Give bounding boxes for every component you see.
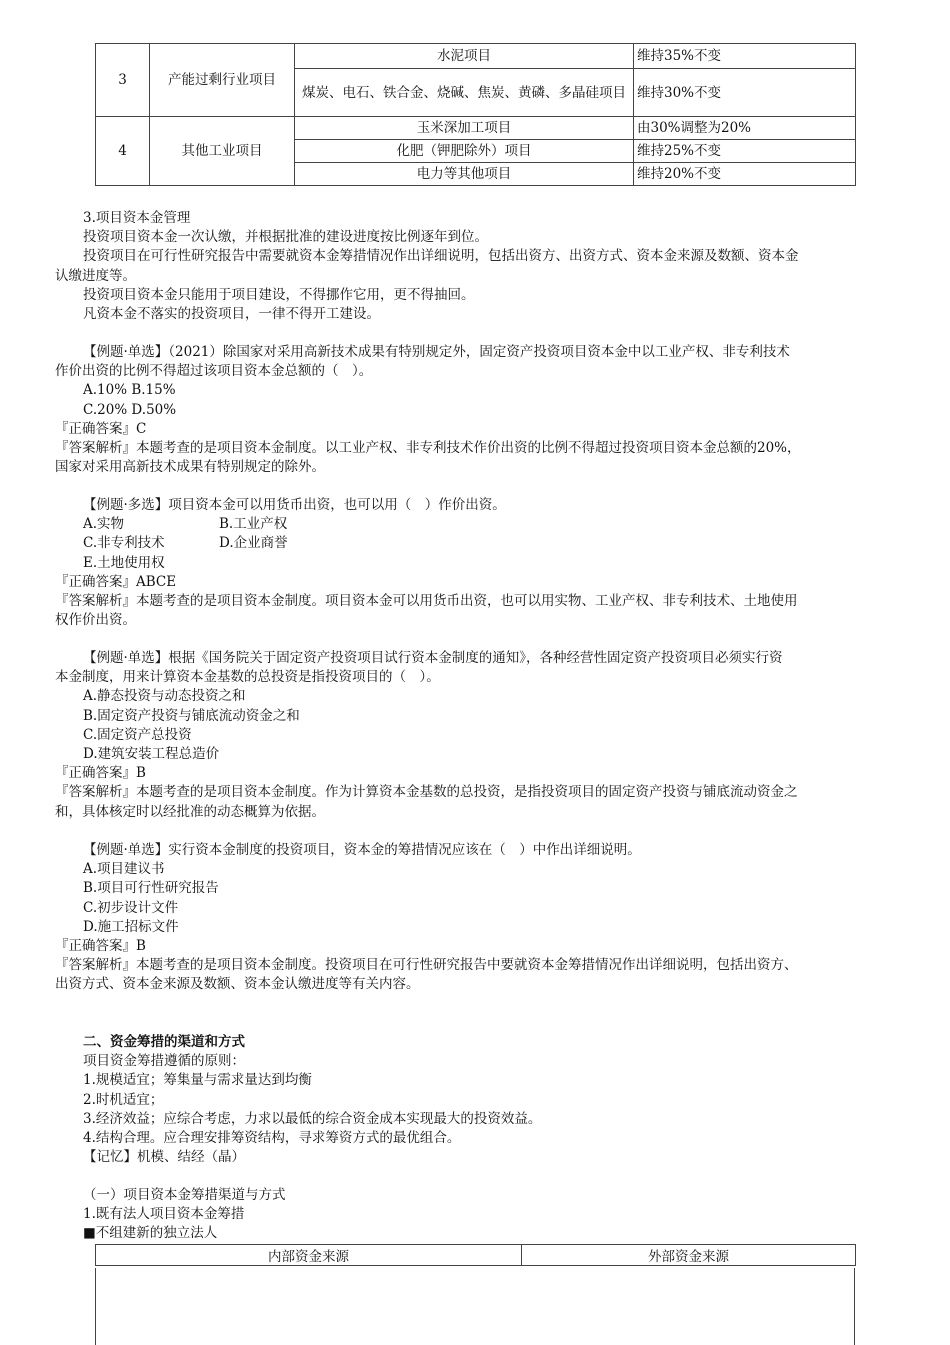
- row-number: 4: [96, 117, 150, 186]
- option-b: B.固定资产投资与铺底流动资金之和: [83, 707, 300, 724]
- answer-explanation: 权作价出资。: [55, 612, 136, 629]
- capital-ratio: 维持30%不变: [634, 69, 856, 117]
- answer-explanation: 『答案解析』本题考查的是项目资本金制度。作为计算资本金基数的总投资，是指投资项目的固定资产投资与铺底流动资金之: [55, 784, 798, 801]
- capital-ratio: 由30%调整为20%: [634, 117, 856, 140]
- option-a: A.实物: [83, 516, 125, 533]
- question-text: 【例题·单选】实行资本金制度的投资项目，资本金的筹措情况应该在（ ）中作出详细说明。: [83, 842, 641, 858]
- principle-item: 4.结构合理。应合理安排筹资结构，寻求筹资方式的最优组合。: [83, 1130, 461, 1147]
- answer-explanation: 出资方式、资本金来源及数额、资本金认缴进度等有关内容。: [55, 976, 420, 993]
- options-line: [55, 515, 895, 534]
- project-type: 水泥项目: [295, 44, 634, 69]
- option-c: C.固定资产总投资: [83, 726, 192, 743]
- example-1: [55, 343, 895, 477]
- project-type: 化肥（钾肥除外）项目: [295, 140, 634, 163]
- project-type: 电力等其他项目: [295, 163, 634, 186]
- example-4: [55, 841, 895, 995]
- bullet-item: ■不组建新的独立法人: [83, 1225, 218, 1242]
- principle-item: 1.规模适宜；筹集量与需求量达到均衡: [83, 1072, 312, 1089]
- option-a: A.项目建议书: [83, 861, 165, 878]
- question-text: 本金制度，用来计算资本金基数的总投资是指投资项目的（ ）。: [55, 669, 440, 686]
- principle-item: 2.时机适宜；: [83, 1091, 164, 1108]
- option-a: A.静态投资与动态投资之和: [83, 688, 246, 705]
- paragraph: 投资项目在可行性研究报告中需要就资本金筹措情况作出详细说明，包括出资方、出资方式、资本金来源及数额、资本金: [83, 248, 799, 265]
- question-text: 作价出资的比例不得超过该项目资本金总额的（ ）。: [55, 363, 373, 380]
- option-b: B.项目可行性研究报告: [83, 880, 219, 897]
- project-type: 玉米深加工项目: [295, 117, 634, 140]
- paragraph: 项目资金筹措遵循的原则：: [83, 1053, 245, 1070]
- paragraph: 投资项目资本金只能用于项目建设，不得挪作它用，更不得抽回。: [83, 286, 475, 303]
- capital-ratio: 维持20%不变: [634, 163, 856, 186]
- funding-source-table-body: [95, 1268, 855, 1345]
- table-header-row: [96, 1245, 856, 1266]
- option-d: D.建筑安装工程总造价: [83, 746, 220, 763]
- capital-ratio: 维持35%不变: [634, 44, 856, 69]
- subsection: [55, 1186, 895, 1244]
- subsection-heading: （一）项目资本金筹措渠道与方式: [83, 1187, 286, 1203]
- financing-channels-section: [55, 1033, 895, 1167]
- answer-explanation: 『答案解析』本题考查的是项目资本金制度。投资项目在可行性研究报告中要就资本金筹措情况作出详细说明，包括出资方、: [55, 957, 798, 974]
- capital-ratio: 维持25%不变: [634, 140, 856, 163]
- table-row: [96, 44, 856, 69]
- correct-answer: 『正确答案』C: [55, 420, 147, 437]
- option-c: C.初步设计文件: [83, 899, 179, 916]
- correct-answer: 『正确答案』B: [55, 938, 146, 955]
- answer-explanation: 『答案解析』本题考查的是项目资本金制度。项目资本金可以用货币出资，也可以用实物、工业产权、非专利技术、土地使用: [55, 593, 798, 610]
- example-2: [55, 496, 895, 630]
- answer-explanation: 和，具体核定时以经批准的动态概算为依据。: [55, 803, 325, 820]
- memory-tip: 【记忆】机模、结经（晶）: [83, 1149, 245, 1166]
- paragraph-continued: 认缴进度等。: [55, 267, 136, 284]
- section-heading: 3.项目资本金管理: [83, 210, 191, 226]
- question-text: 【例题·单选】（2021）除国家对采用高新技术成果有特别规定外，固定资产投资项目资本金中以工业产权、非专利技术: [83, 344, 790, 360]
- project-type: 煤炭、电石、铁合金、烧碱、焦炭、黄磷、多晶硅项目: [295, 69, 634, 117]
- options-line: A.10% B.15%: [83, 382, 176, 399]
- answer-explanation: 『答案解析』本题考查的是项目资本金制度。以工业产权、非专利技术作价出资的比例不得超过投资项目资本金总额的20%，: [55, 440, 801, 457]
- correct-answer: 『正确答案』B: [55, 765, 146, 782]
- column-header: 外部资金来源: [522, 1245, 856, 1266]
- option-d: D.施工招标文件: [83, 918, 179, 935]
- question-text: 【例题·单选】根据《国务院关于固定资产投资项目试行资本金制度的通知》，各种经营性固定资产投资项目必须实行资: [83, 650, 783, 666]
- option-c: C.非专利技术: [83, 535, 165, 552]
- funding-source-table: [95, 1244, 856, 1266]
- option-e: E.土地使用权: [83, 554, 165, 571]
- example-3: [55, 649, 895, 822]
- option-b: B.工业产权: [219, 516, 288, 533]
- option-d: D.企业商誉: [219, 535, 288, 552]
- column-header: 内部资金来源: [96, 1245, 522, 1266]
- table-row: [96, 117, 856, 140]
- answer-explanation: 国家对采用高新技术成果有特别规定的除外。: [55, 459, 325, 476]
- row-number: 3: [96, 44, 150, 117]
- paragraph: 凡资本金不落实的投资项目，一律不得开工建设。: [83, 306, 380, 323]
- section-heading: 二、资金筹措的渠道和方式: [83, 1034, 245, 1050]
- question-text: 【例题·多选】项目资本金可以用货币出资，也可以用（ ）作价出资。: [83, 497, 506, 513]
- principle-item: 3.经济效益；应综合考虑，力求以最低的综合资金成本实现最大的投资效益。: [83, 1110, 542, 1127]
- industry-category: 产能过剩行业项目: [150, 44, 295, 117]
- options-line: [55, 534, 895, 553]
- subsection-item: 1.既有法人项目资本金筹措: [83, 1206, 245, 1223]
- industry-category: 其他工业项目: [150, 117, 295, 186]
- paragraph: 投资项目资本金一次认缴，并根据批准的建设进度按比例逐年到位。: [83, 229, 488, 246]
- capital-ratio-table: [95, 43, 856, 186]
- capital-management-section: [55, 209, 895, 324]
- options-line: C.20% D.50%: [83, 401, 177, 418]
- correct-answer: 『正确答案』ABCE: [55, 573, 177, 590]
